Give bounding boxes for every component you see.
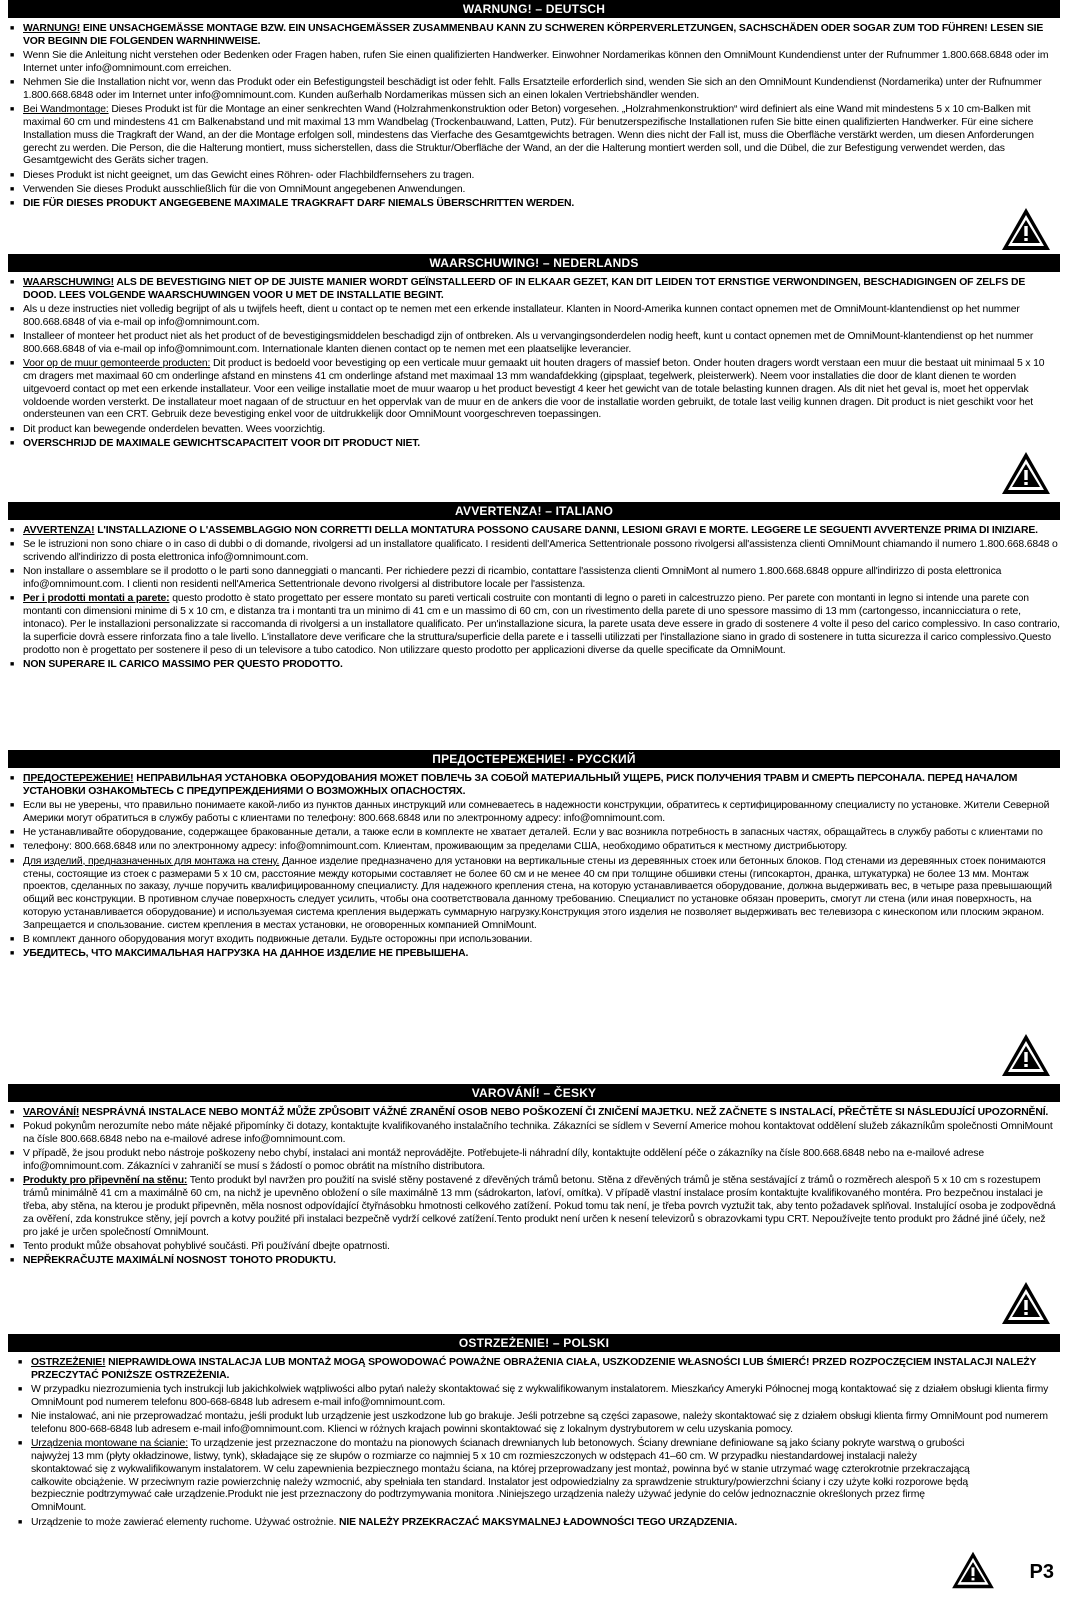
list-item	[8, 539, 1060, 565]
item-text: Nehmen Sie die Installation nicht vor, wenn das Produkt oder ein Befestigungsteil beschädigt ist oder fehlt. Falls Ersatzteile erforderlich sind, wenden Sie sich an den OmniMount Kundendienst (Nordamerika) unter der Rufnummer 1.800.668.6848 oder im Internet unter info@omnimount.com. Kunden außerhalb Nordamerikas müssen sich an einen lokalen Vertriebshändler wenden.	[23, 77, 1042, 101]
list-item	[8, 358, 1060, 422]
item-lead: AVVERTENZA!	[23, 525, 95, 536]
item-text: NESPRÁVNÁ INSTALACE NEBO MONTÁŽ MŮŽE ZPŮSOBIT VÁŽNÉ ZRANĚNÍ OSOB NEBO POŠKOZENÍ ČI ZNIČENÍ MAJETKU. NEŽ ZAČNETE S INSTALACÍ, PŘEČTĚTE SI NÁSLEDUJÍCÍ UPOZORNĚNÍ.	[79, 1107, 1049, 1118]
item-list	[8, 1357, 1060, 1529]
list-item	[8, 566, 1060, 592]
list-item	[8, 277, 1060, 303]
item-text: Dit product is bedoeld voor bevestiging op een verticale muur gemaakt uit houten dragers of massief beton. Onder houten dragers wordt verstaan een muur die bestaat uit minimaal 5 x 10 cm dragers met maximaal 60 cm onderlinge afstand en minstens 41 cm onderlinge afstand met maximaal 13 mm wandafdekking (gipsplaat, tegelwerk, pleisterwerk). Neem voor installaties die door de klant dienen te worden uitgevoerd contact op met een erkende installateur. Voor een veilige installatie moet de muur waarop u het product bevestigt 4 keer het gewicht van de totale belasting kunnen dragen. Als dit niet het geval is, moet het oppervlak voldoende worden versterkt. De installateur moet nagaan of de structuur en het oppervlak van de muur en de ankers die voor de installatie worden gebruikt, de totale last veilig kunnen dragen. Dit product is niet geschikt voor het ondersteunen van een CRT. Gebruik deze bevestiging enkel voor de uitdrukkelijk door OmniMount voorgeschreven toepassingen.	[23, 358, 1045, 421]
item-text: EINE UNSACHGEMÄSSE MONTAGE BZW. EIN UNSACHGEMÄSSER ZUSAMMENBAU KANN ZU SCHWEREN KÖRPERVERLETZUNGEN, SACHSCHÄDEN ODER SOGAR ZUM TOD FÜHREN! LESEN SIE VOR BEGINN DIE FOLGENDEN WARNHINWEISE.	[23, 23, 1044, 47]
list-item	[8, 1255, 980, 1268]
warning-triangle-icon	[1000, 450, 1052, 496]
item-text: OVERSCHRIJD DE MAXIMALE GEWICHTSCAPACITEIT VOOR DIT PRODUCT NIET.	[23, 438, 421, 450]
list-item	[8, 438, 980, 451]
list-item	[8, 659, 980, 672]
list-item	[8, 23, 1060, 49]
list-item	[8, 1121, 1060, 1147]
section-header: OSTRZEŻENIE! – POLSKI	[8, 1334, 1060, 1352]
list-item	[8, 800, 1060, 826]
item-text: Se le istruzioni non sono chiare o in caso di dubbi o di domande, rivolgersi ad un installatore qualificato. I residenti dell'America Settentrionale possono rivolgersi all'assistenza clienti OmniMount chiamando il numero 1.800.668.6848 o scrivendo all'indirizzo di posta elettronica info@omnimount.com.	[23, 539, 1058, 564]
list-item	[8, 773, 1060, 799]
section-italian	[8, 502, 1060, 750]
item-tail: NIE NALEŻY PRZEKRACZAĆ MAKSYMALNEJ ŁADOWNOŚCI TEGO URZĄDZENIA.	[339, 1516, 738, 1528]
item-text: questo prodotto è stato progettato per essere montato su pareti verticali costruite con montanti di legno o pareti in calcestruzzo pieno. Per parete con montanti in legno si intende una parete con montanti con dimensioni minime di 5 x 10 cm, e distanza tra i montanti tra un minimo di 41 cm e un massimo di 60 cm, con un rivestimento della parete di uno spessore massimo di 13 mm (cartongesso, incannicciatura o rete, intonaco). Per le installazioni personalizzate si raccomanda di rivolgersi a un installatore qualificato. Per un'installazione sicura, la parete usata deve essere in grado di sostenere 4 volte il peso del carico complessivo. In caso contrario, la superficie dovrà essere rinforzata fino a tale livello. L'installatore deve verificare che la struttura/superficie della parete e i tasselli utilizzati per l'installazione siano in grado di sostenere in tutta sicurezza il carico complessivo.Questo prodotto non è progettato per sostenere il peso di un televisore a tubo catodico. Non utilizzare questo prodotto per applicazioni diverse da quelle specificate da OmniMount.	[23, 593, 1060, 656]
warning-triangle-icon	[1000, 206, 1052, 252]
list-item	[8, 304, 1060, 330]
item-text: NON SUPERARE IL CARICO MASSIMO PER QUESTO PRODOTTO.	[23, 658, 343, 670]
list-item	[8, 331, 1060, 357]
item-list	[8, 23, 1060, 211]
item-lead: Для изделий, предназначенных для монтажа на стену.	[23, 855, 280, 867]
list-item	[16, 1411, 1060, 1437]
list-item	[8, 104, 1060, 168]
list-item	[8, 934, 980, 947]
item-text: L'INSTALLAZIONE O L'ASSEMBLAGGIO NON CORRETTI DELLA MONTATURA POSSONO CAUSARE DANNI, LESIONI GRAVI E MORTE. LEGGERE LE SEGUENTI AVVERTENZE PRIMA DI INIZIARE.	[94, 525, 1038, 536]
item-lead: VAROVÁNÍ!	[23, 1107, 80, 1118]
list-item	[8, 170, 980, 183]
item-text: Tento produkt byl navržen pro použití na svislé stěny postavené z dřevěných trámů betonu. Stěna z dřevěných trámů je stěna sestávající z trámů o rozměrech alespoň 5 x 10 cm s rozestupem trámů minimálně 41 cm a maximálně 60 cm, na nichž je upevněno obložení o síle maximálně 13 mm (sádrokarton, laťoví, omítka). V případě vlastní instalace prosím kontaktujte kvalifikovaného montéra. Pro bezpečnou instalaci je třeba, aby stěna, na kterou je produkt připevněn, měla nosnost odpovídající čtyřnásobku hmotnosti celkového zatížení. Pokud tomu tak není, je třeba povrch vyztužit tak, aby tento požadavek splňoval. Instalující osoba je zodpovědná za ověření, zda konstrukce stěny, její povrch a kotvy použité při instalaci bezpečně vydrží celkové zatížení.Tento produkt není určen k nesení televizorů s obrazovkami typu CRT. Nepoužívejte tento produkt pro žádné jiné účely, než pro jaké je určen společností OmniMount.	[23, 1175, 1056, 1238]
item-lead: Produkty pro připevnění na stěnu:	[23, 1175, 188, 1187]
item-list	[8, 525, 1060, 672]
item-text: Installeer of monteer het product niet als het product of de bevestigingsmiddelen beschadigd zijn of ontbreken. Als u vervangingsonderdelen nodig heeft, kunt u contact opnemen met de OmniMount-klantendienst op het nummer 800.668.6848 of via e-mail op info@omnimount.com. Internationale klanten dienen contact op te nemen met een plaatselijke leverancier.	[23, 331, 1034, 355]
item-lead: OSTRZEŻENIE!	[31, 1357, 106, 1368]
list-item	[8, 424, 980, 437]
list-item	[16, 1357, 1060, 1383]
item-text: Pokud pokynům nerozumíte nebo máte nějaké připomínky či dotazy, kontaktujte kvalifikovaného instalačního technika. Zákazníci se sídlem v Severní Americe mohou kontaktovat oddělení služeb zákazníkům společnosti OmniMount na čísle 800.668.6848 nebo na e-mailové adrese info@omnimount.com.	[23, 1121, 1053, 1146]
item-text: Non installare o assemblare se il prodotto o le parti sono danneggiati o mancanti. Per richiedere pezzi di ricambio, contattare l'assistenza clienti OmniMont al numero 1.800.668.6848 oppure all'indirizzo di posta elettronica info@omnimount.com. I clienti non residenti nell'America Settentrionale devono rivolgersi al distributore locale per l'assistenza.	[23, 566, 1002, 591]
item-lead: Bei Wandmontage:	[23, 104, 109, 116]
item-lead: WARNUNG!	[23, 23, 81, 34]
list-item	[8, 50, 1060, 76]
section-polish	[8, 1334, 1060, 1594]
item-lead: Urządzenia montowane na ścianie:	[31, 1438, 188, 1450]
section-header: WAARSCHUWING! – NEDERLANDS	[8, 254, 1060, 272]
list-item	[8, 525, 1060, 538]
item-text: Dit product kan bewegende onderdelen bevatten. Wees voorzichtig.	[23, 423, 326, 435]
item-text: DIE FÜR DIESES PRODUKT ANGEGEBENE MAXIMALE TRAGKRAFT DARF NIEMALS ÜBERSCHRITTEN WERDEN.	[23, 198, 575, 210]
item-text: To urządzenie jest przeznaczone do montażu na pionowych ścianach drewnianych lub betonowych. Ściany drewniane definiowane są jako ściany pokryte warstwą o grubości najwyżej 13 mm (płyty okładzinowe, listwy, tynk), składające się ze słupów o rozmiarze co najmniej 5 x 10 cm rozmieszczonych w odstępach 41–60 cm. W przypadku niestandardowej instalacji należy skontaktować się z wykwalifikowanym instalatorem. W celu zapewnienia bezpiecznego montażu ściana, na której przeprowadzany jest montaż, powinna być w stanie utrzymać wagę czterokrotnie przekraczającą całkowite obciążenie. W przeciwnym razie powierzchnię należy wzmocnić, aby spełniała ten standard. Instalator jest odpowiedzialny za sprawdzenie struktury/powierzchni ściany i czy użyte kołki rozporowe będą bezpiecznie podtrzymywać całe urządzenie.Produkt nie jest przeznaczony do podtrzymywania monitora .Niniejszego urządzenia należy używać jedynie do celów jednoznacznie określonych przez firmę OmniMount.	[31, 1438, 970, 1514]
item-lead: WAARSCHUWING!	[23, 277, 114, 288]
section-czech	[8, 1084, 1060, 1334]
list-item	[8, 593, 1060, 657]
item-text: Данное изделие предназначено для установки на вертикальные стены из деревянных стоек или бетонных блоков. Под стенами из деревянных стоек понимаются стены, состоящие из стоек с размерами 5 x 10 см, расстояние между которыми составляет не более 60 см и не менее 40 см при толщине обшивки стены (гипсокартон, дранка, штукатурка) не более 13 мм. Монтаж проектов, сделанных по заказу, лучше поручить квалифицированному специалисту. Для надежного крепления стена, на которую устанавливается оборудование, должна выдерживать вес, в четыре раза превышающий общий вес конструкции. В противном случае поверхность следует усилить, чтобы она соответствовала данному требованию. Специалист по установке обязан проверить, смогут ли стена (или иная поверхность, на которую устанавливается оборудование) и используемая система крепления выдержать суммарную нагрузку.Конструкция этого изделия не позволяет выдерживать вес телевизора с кинескопом или плоским экраном. Запрещается и спользование. систем крепления в местах установки, не оговоренных компанией OmniMount.	[23, 855, 1052, 931]
list-item	[8, 856, 1060, 933]
list-item	[8, 1107, 1060, 1120]
section-dutch	[8, 254, 1060, 502]
list-item	[8, 184, 980, 197]
list-item	[8, 827, 1060, 840]
list-item	[8, 77, 1060, 103]
item-text: Не устанавливайте оборудование, содержащее бракованные детали, а также если в комплекте не хватает деталей. Если у вас возникла потребность в запасных частях, обращайтесь в службу работы с клиентами по	[23, 827, 1043, 839]
item-text: Nie instalować, ani nie przeprowadzać montażu, jeśli produkt lub urządzenie jest uszkodzone lub go brakuje. Jeśli potrzebne są części zapasowe, należy skontaktować się z działem obsługi klienta firmy OmniMount pod numerem telefonu 800-668-6848 lub adresem e-mail info@omnimount.com. Klienci w różnych krajach powinni skontaktować się z lokalnym dystrybutorem w celu uzyskania pomocy.	[31, 1411, 1048, 1435]
list-item	[8, 1148, 1060, 1174]
item-text: Tento produkt může obsahovat pohyblivé součásti. Při používání dbejte opatrnosti.	[23, 1240, 390, 1252]
list-item	[16, 1517, 980, 1530]
section-header: WARNUNG! – DEUTSCH	[8, 0, 1060, 18]
section-german	[8, 0, 1060, 254]
item-text: Als u deze instructies niet volledig begrijpt of als u twijfels heeft, dient u contact op te nemen met een erkende installateur. Klanten in Noord-Amerika kunnen contact opnemen met de OmniMount-klantendienst op het nummer 800.668.6848 of via e-mail op info@omnimount.com.	[23, 304, 1020, 328]
section-header: AVVERTENZA! – ITALIANO	[8, 502, 1060, 520]
warning-triangle-icon	[950, 1550, 996, 1590]
item-text: Verwenden Sie dieses Produkt ausschließlich für die von OmniMount angegebenen Anwendungen.	[23, 184, 466, 196]
section-russian	[8, 750, 1060, 1084]
item-text: NEPŘEKRAČUJTE MAXIMÁLNÍ NOSNOST TOHOTO PRODUKTU.	[23, 1255, 336, 1267]
item-text: Dieses Produkt ist für die Montage an einer senkrechten Wand (Holzrahmenkonstruktion oder Beton) vorgesehen. „Holzrahmenkonstruktion“ wird definiert als eine Wand mit mindestens 5 x 10 cm-Balken mit maximal 60 cm und mindestens 41 cm Balkenabstand und mit maximal 13 mm Wandbelag (Trockenbauwand, Latten, Putz). Für benutzerspezifische Installationen rufen Sie bitte einen qualifizierten Handwerker. Für eine sichere Installation muss die Tragkraft der Wand, an der die Montage erfolgen soll, mindestens das Vierfache des Gesamtgewichts betragen. Wenn dies nicht der Fall ist, muss die Oberfläche verstärkt werden, um diesen Anforderungen gerecht zu werden. Die Person, die die Halterung montiert, muss sicherstellen, dass die Struktur/Oberfläche der Wand, an der die Halterung montiert werden soll, und die Dübel, die zur Befestigung verwendet werden, das Gesamtgewicht des Geräts sicher tragen.	[23, 104, 1034, 167]
warning-triangle-icon	[1000, 1032, 1052, 1078]
section-header: ПРЕДОСТЕРЕЖЕНИЕ! - РУССКИЙ	[8, 750, 1060, 768]
warning-triangle-icon	[1000, 1280, 1052, 1326]
item-text: НЕПРАВИЛЬНАЯ УСТАНОВКА ОБОРУДОВАНИЯ МОЖЕТ ПОВЛЕЧЬ ЗА СОБОЙ МАТЕРИАЛЬНЫЙ УЩЕРБ, РИСК ПОЛУЧЕНИЯ ТРАВМ И СМЕРТЬ ПЕРСОНАЛА. ПЕРЕД НАЧАЛОМ УСТАНОВКИ ОЗНАКОМЬТЕСЬ С ПРЕДУПРЕЖДЕНИЯМИ О ВОЗМОЖНЫХ ОПАСНОСТЯХ.	[23, 773, 1018, 797]
item-text: V případě, že jsou produkt nebo nástroje poškozeny nebo chybí, instalaci ani montáž neprovádějte. Potřebujete-li náhradní díly, kontaktujte oddělení péče o zákazníky na čísle 800.668.6848 nebo na e-mailové adrese info@omnimount.com. Zákazníci v zahraničí se musí s žádostí o pomoc obrátit na místního distributora.	[23, 1148, 984, 1173]
item-lead: ПРЕДОСТЕРЕЖЕНИЕ!	[23, 773, 134, 784]
item-lead: Voor op de muur gemonteerde producten:	[23, 358, 211, 370]
item-list	[8, 773, 1060, 961]
page	[8, 0, 1060, 1594]
list-item	[16, 1438, 980, 1515]
item-text: Urządzenie to może zawierać elementy ruchome. Używać ostrożnie.	[31, 1516, 340, 1528]
list-item	[8, 1241, 980, 1254]
item-text: телефону: 800.668.6848 или по электронному адресу: info@omnimount.com. Клиентам, проживающим за пределами США, необходимо обратиться к местному дистрибьютору.	[23, 841, 848, 853]
item-text: Wenn Sie die Anleitung nicht verstehen oder Bedenken oder Fragen haben, rufen Sie einen qualifizierten Handwerker. Einwohner Nordamerikas können den OmniMount Kundendienst unter der Rufnummer 1.800.668.6848 oder im Internet unter info@omnimount.com erreichen.	[23, 50, 1049, 74]
item-text: В комплект данного оборудования могут входить подвижные детали. Будьте осторожны при использовании.	[23, 934, 533, 946]
list-item	[8, 1175, 1060, 1239]
item-text: W przypadku niezrozumienia tych instrukcji lub jakichkolwiek wątpliwości albo pytań należy skontaktować się z wykwalifikowanym instalatorem. Mieszkańcy Ameryki Północnej mogą kontaktować się z działem obsługi klienta firmy OmniMount pod numerem telefonu 800-668-6848 lub adresem e-mail info@omnimount.com.	[31, 1384, 1049, 1408]
list-item	[8, 198, 980, 211]
list-item	[8, 841, 1060, 854]
list-item	[8, 948, 980, 961]
section-header: VAROVÁNÍ! – ČESKY	[8, 1084, 1060, 1102]
item-list	[8, 1107, 1060, 1268]
item-text: УБЕДИТЕСЬ, ЧТО МАКСИМАЛЬНАЯ НАГРУЗКА НА ДАННОЕ ИЗДЕЛИЕ НЕ ПРЕВЫШЕНА.	[23, 948, 469, 960]
page-number: P3	[1029, 1561, 1054, 1583]
item-list	[8, 277, 1060, 451]
item-text: ALS DE BEVESTIGING NIET OP DE JUISTE MANIER WORDT GEÏNSTALLEERD OF IN ELKAAR GEZET, KAN DIT LEIDEN TOT ERNSTIGE VERWONDINGEN, BESCHADIGINGEN OF ZELFS DE DOOD. LEES VOLGENDE WAARSCHUWINGEN VOOR U MET DE INSTALLATIE BEGINT.	[23, 277, 1026, 301]
item-text: NIEPRAWIDŁOWA INSTALACJA LUB MONTAŻ MOGĄ SPOWODOWAĆ POWAŻNE OBRAŻENIA CIAŁA, USZKODZENIE WŁASNOŚCI LUB ŚMIERĆ! PRZED ROZPOCZĘCIEM INSTALACJI NALEŻY PRZECZYTAĆ PONIŻSZE OSTRZEŻENIA.	[31, 1357, 1037, 1381]
item-lead: Per i prodotti montati a parete:	[23, 593, 170, 605]
item-text: Dieses Produkt ist nicht geeignet, um das Gewicht eines Röhren- oder Flachbildfernsehers zu tragen.	[23, 169, 475, 181]
list-item	[16, 1384, 1060, 1410]
item-text: Если вы не уверены, что правильно понимаете какой-либо из пунктов данных инструкций или сомневаетесь в надежности конструкции, обратитесь к сертифицированному специалисту по установке. Жители Северной Америки могут обратиться в службу работы с клиентами по телефону: 800.668.6848 или по электронному адресу: info@omnimount.com.	[23, 800, 1050, 824]
